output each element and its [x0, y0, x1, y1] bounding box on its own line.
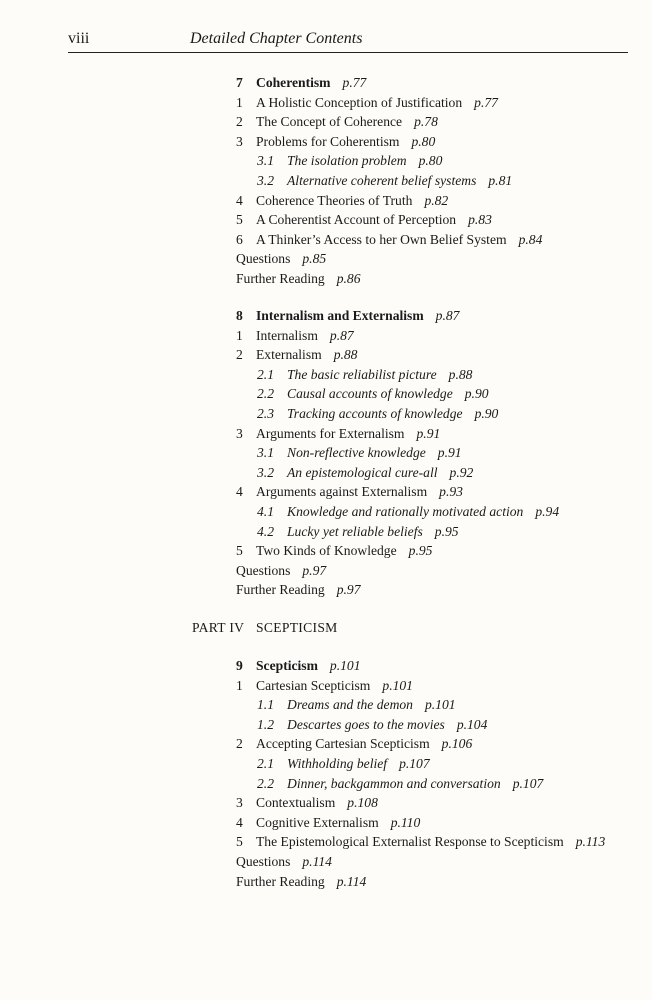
section-number: 5	[236, 834, 243, 850]
page-number: viii	[68, 30, 90, 47]
page-ref: p.84	[518, 231, 543, 247]
toc-subsection	[257, 463, 473, 483]
section-title: Problems for Coherentism	[256, 133, 400, 149]
section-title: Arguments against Externalism	[256, 484, 428, 500]
page-ref: p.101	[424, 697, 456, 713]
chapter-heading	[236, 73, 366, 93]
section-title: Knowledge and rationally motivated action	[287, 504, 524, 519]
toc-section	[236, 230, 542, 250]
section-title: Causal accounts of knowledge	[287, 386, 453, 402]
part-title: SCEPTICISM	[256, 620, 338, 635]
section-number: 1	[236, 94, 243, 110]
section-number: 4	[236, 814, 243, 830]
toc-subsection	[257, 384, 489, 404]
section-number: 6	[236, 231, 243, 247]
section-number: 2.2	[257, 386, 274, 402]
page-ref: p.106	[441, 736, 473, 752]
section-title: Questions	[236, 251, 291, 267]
section-number: 2	[236, 114, 243, 130]
page-ref: p.93	[439, 484, 463, 500]
section-number: 5	[236, 212, 243, 228]
toc-subsection	[257, 502, 559, 522]
running-title: Detailed Chapter Contents	[190, 30, 363, 47]
page-ref: p.80	[411, 133, 436, 149]
section-title: Accepting Cartesian Scepticism	[256, 736, 430, 752]
section-number: 4	[236, 484, 243, 500]
page-ref: p.90	[464, 386, 489, 402]
page-ref: p.114	[336, 873, 367, 889]
toc-backmatter	[236, 872, 366, 892]
section-number: 3	[236, 795, 243, 811]
toc-section	[236, 93, 498, 113]
section-title: Descartes goes to the movies	[287, 716, 445, 732]
toc-section	[236, 191, 448, 211]
section-title: A Holistic Conception of Justification	[256, 94, 463, 110]
section-number: 2.2	[257, 775, 274, 791]
section-number: 2.3	[257, 406, 274, 421]
section-number: 4	[236, 192, 243, 208]
toc-subsection	[257, 522, 459, 542]
section-title: Lucky yet reliable beliefs	[287, 523, 423, 539]
section-number: 3.1	[257, 153, 274, 169]
toc-subsection	[257, 365, 472, 385]
section-number: 2	[236, 347, 243, 363]
toc-section	[236, 132, 435, 152]
section-number: 1	[236, 677, 243, 693]
page-ref: p.94	[535, 504, 560, 519]
section-title: The Epistemological Externalist Response to Scepticism	[256, 834, 564, 850]
page-ref: p.90	[474, 406, 499, 421]
page-ref: p.87	[435, 308, 460, 323]
page-ref: p.86	[336, 271, 361, 286]
section-title: Alternative coherent belief systems	[287, 173, 477, 188]
section-number: 2	[236, 736, 243, 752]
page-ref: p.107	[399, 756, 430, 771]
toc-section	[236, 326, 354, 346]
section-title: Withholding belief	[287, 756, 388, 771]
section-title: An epistemological cure-all	[287, 464, 438, 480]
page-ref: p.87	[329, 327, 354, 343]
section-title: Non-reflective knowledge	[287, 445, 426, 461]
section-number: 2.1	[257, 756, 274, 771]
page-ref: p.88	[333, 347, 358, 363]
toc-subsection	[257, 151, 442, 171]
section-number: 1.1	[257, 697, 274, 713]
page-ref: p.91	[437, 445, 462, 461]
section-title: Questions	[236, 562, 291, 578]
page-ref: p.95	[408, 543, 433, 559]
page-ref: p.77	[474, 94, 498, 110]
section-number: 3.1	[257, 445, 274, 461]
toc-section	[236, 345, 357, 365]
section-title: Two Kinds of Knowledge	[256, 543, 397, 559]
section-title: Contextualism	[256, 795, 336, 811]
toc-section	[236, 424, 440, 444]
section-number: 3.2	[257, 173, 274, 188]
section-title: Further Reading	[236, 582, 325, 598]
section-number: 3	[236, 425, 243, 441]
toc-subsection	[257, 171, 512, 191]
section-number: 1.2	[257, 716, 274, 732]
toc-subsection	[257, 443, 462, 463]
running-header	[68, 28, 628, 53]
toc-backmatter	[236, 580, 361, 600]
section-title: The isolation problem	[287, 153, 407, 169]
toc-subsection	[257, 754, 430, 774]
section-number: 3	[236, 133, 243, 149]
page-ref: p.85	[302, 251, 327, 267]
section-title: Externalism	[256, 347, 322, 363]
part-heading	[192, 618, 338, 638]
page-ref: p.101	[329, 658, 361, 673]
section-title: Questions	[236, 854, 291, 869]
toc-section	[236, 793, 378, 813]
page-ref: p.97	[302, 562, 327, 578]
section-title: The basic reliabilist picture	[287, 366, 437, 382]
toc-subsection	[257, 404, 498, 424]
chapter-number: 7	[236, 75, 243, 90]
chapter-number: 8	[236, 308, 243, 323]
chapter-number: 9	[236, 658, 243, 673]
toc-section	[236, 676, 413, 696]
section-title: Dreams and the demon	[287, 697, 413, 713]
section-title: A Thinker’s Access to her Own Belief System	[256, 231, 507, 247]
page-ref: p.97	[336, 582, 361, 598]
toc-section	[236, 210, 492, 230]
page-ref: p.104	[456, 716, 488, 732]
section-number: 5	[236, 543, 243, 559]
section-number: 4.1	[257, 504, 274, 519]
section-title: Further Reading	[236, 271, 325, 286]
page-ref: p.95	[434, 523, 459, 539]
toc-section	[236, 482, 463, 502]
toc-backmatter	[236, 249, 326, 269]
section-title: Cognitive Externalism	[256, 814, 379, 830]
page-ref: p.91	[416, 425, 441, 441]
toc-backmatter	[236, 852, 332, 872]
chapter-title: Scepticism	[256, 658, 318, 673]
toc-backmatter	[236, 561, 326, 581]
section-title: Further Reading	[236, 873, 325, 889]
page-ref: p.81	[488, 173, 513, 188]
section-title: Cartesian Scepticism	[256, 677, 371, 693]
page-ref: p.78	[414, 114, 438, 130]
toc-section	[236, 832, 605, 852]
section-number: 3.2	[257, 464, 274, 480]
page-ref: p.107	[512, 775, 544, 791]
page-ref: p.108	[347, 795, 378, 811]
page-ref: p.88	[448, 366, 473, 382]
chapter-heading	[236, 306, 459, 326]
toc-backmatter	[236, 269, 361, 289]
section-title: Arguments for Externalism	[256, 425, 405, 441]
page-ref: p.113	[575, 834, 606, 850]
chapter-heading	[236, 656, 361, 676]
section-number: 2.1	[257, 366, 274, 382]
page-ref: p.83	[468, 212, 492, 228]
page-ref: p.110	[390, 814, 421, 830]
page-ref: p.80	[418, 153, 443, 169]
section-number: 1	[236, 327, 243, 343]
section-title: The Concept of Coherence	[256, 114, 403, 130]
chapter-title: Coherentism	[256, 75, 331, 90]
part-tag: PART IV	[192, 620, 245, 635]
chapter-title: Internalism and Externalism	[256, 308, 424, 323]
section-title: Tracking accounts of knowledge	[287, 406, 463, 421]
page-ref: p.101	[382, 677, 413, 693]
section-title: Coherence Theories of Truth	[256, 192, 413, 208]
page-ref: p.82	[424, 192, 449, 208]
section-number: 4.2	[257, 523, 274, 539]
toc-section	[236, 541, 432, 561]
toc-section	[236, 734, 472, 754]
page-ref: p.92	[449, 464, 474, 480]
section-title: Dinner, backgammon and conversation	[287, 775, 501, 791]
toc-section	[236, 813, 420, 833]
toc-section	[236, 112, 438, 132]
toc-subsection	[257, 774, 543, 794]
toc-subsection	[257, 715, 487, 735]
page-ref: p.77	[342, 75, 367, 90]
section-title: Internalism	[256, 327, 318, 343]
page-ref: p.114	[302, 854, 332, 869]
section-title: A Coherentist Account of Perception	[256, 212, 457, 228]
toc-subsection	[257, 695, 456, 715]
